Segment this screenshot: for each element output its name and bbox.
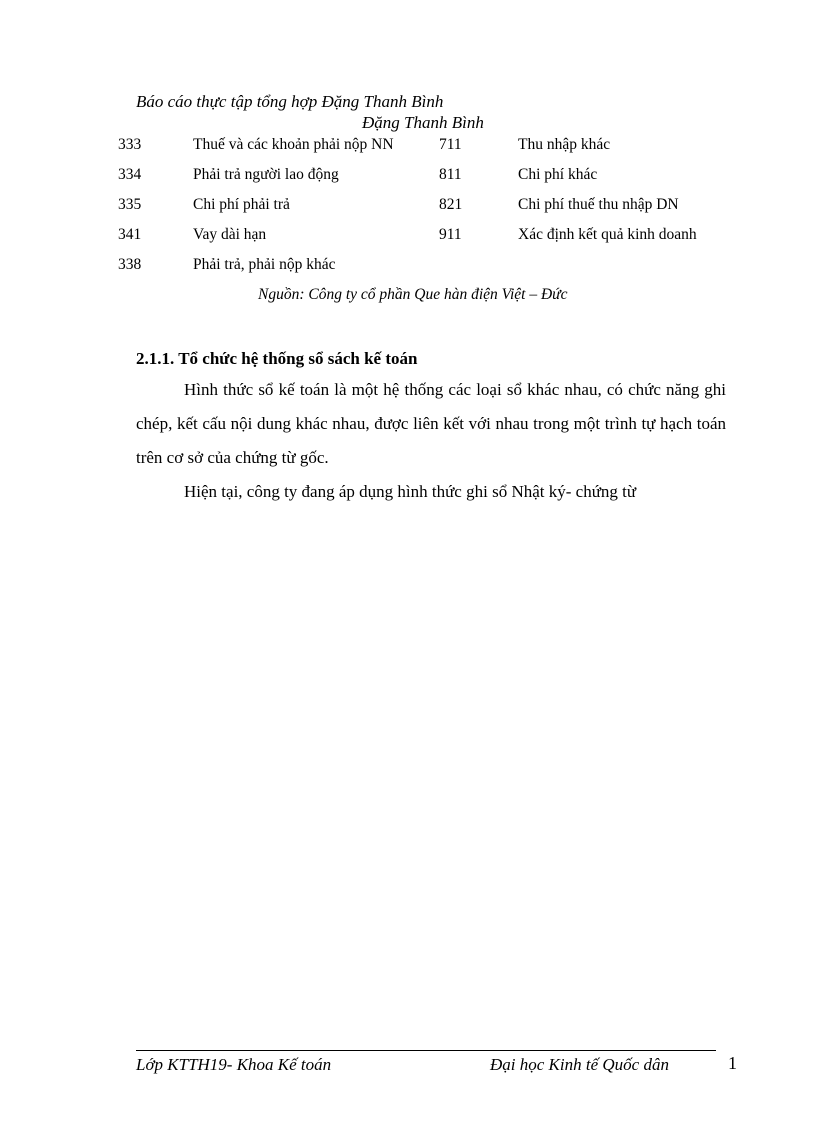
footer-university-label: Đại học Kinh tế Quốc dân <box>490 1055 669 1074</box>
page-number: 1 <box>728 1053 737 1073</box>
table-source-note: Nguồn: Công ty cổ phần Que hàn điện Việt – Đức <box>258 286 568 303</box>
footer-class-label: Lớp KTTH19- Khoa Kế toán <box>136 1055 332 1074</box>
account-name: Thu nhập khác <box>518 136 611 153</box>
account-name: Chi phí thuế thu nhập DN <box>518 196 679 213</box>
table-row <box>118 196 738 226</box>
account-code: 811 <box>439 166 462 183</box>
account-name: Phải trả người lao động <box>193 166 339 183</box>
account-code: 335 <box>118 196 142 213</box>
account-code: 821 <box>439 196 463 213</box>
footer-divider <box>136 1050 716 1051</box>
account-code: 711 <box>439 136 462 153</box>
table-row <box>118 166 738 196</box>
account-code: 333 <box>118 136 142 153</box>
account-code: 341 <box>118 226 142 243</box>
table-row <box>118 226 738 256</box>
account-name: Xác định kết quả kinh doanh <box>518 226 697 243</box>
body-paragraph: Hình thức sổ kế toán là một hệ thống các loại sổ khác nhau, có chức năng ghi chép, kết cấu nội dung khác nhau, được liên kết với nhau trong một trình tự hạch toán trên cơ sở của chứng từ gốc. <box>136 380 726 467</box>
body-paragraph: Hiện tại, công ty đang áp dụng hình thức ghi sổ Nhật ký- chứng từ <box>184 482 637 501</box>
account-name: Thuế và các khoản phải nộp NN <box>193 136 394 153</box>
header-title: Báo cáo thực tập tổng hợp Đặng Thanh Bình <box>136 92 444 111</box>
account-code: 334 <box>118 166 142 183</box>
table-row <box>118 256 738 286</box>
account-code: 338 <box>118 256 142 273</box>
table-row <box>118 136 738 166</box>
account-name: Vay dài hạn <box>193 226 267 243</box>
account-code: 911 <box>439 226 462 243</box>
header-author: Đặng Thanh Bình <box>362 113 484 132</box>
account-name: Phải trả, phải nộp khác <box>193 256 336 273</box>
account-name: Chi phí khác <box>518 166 598 183</box>
section-heading: 2.1.1. Tổ chức hệ thống sổ sách kế toán <box>136 349 418 368</box>
account-name: Chi phí phải trả <box>193 196 290 213</box>
